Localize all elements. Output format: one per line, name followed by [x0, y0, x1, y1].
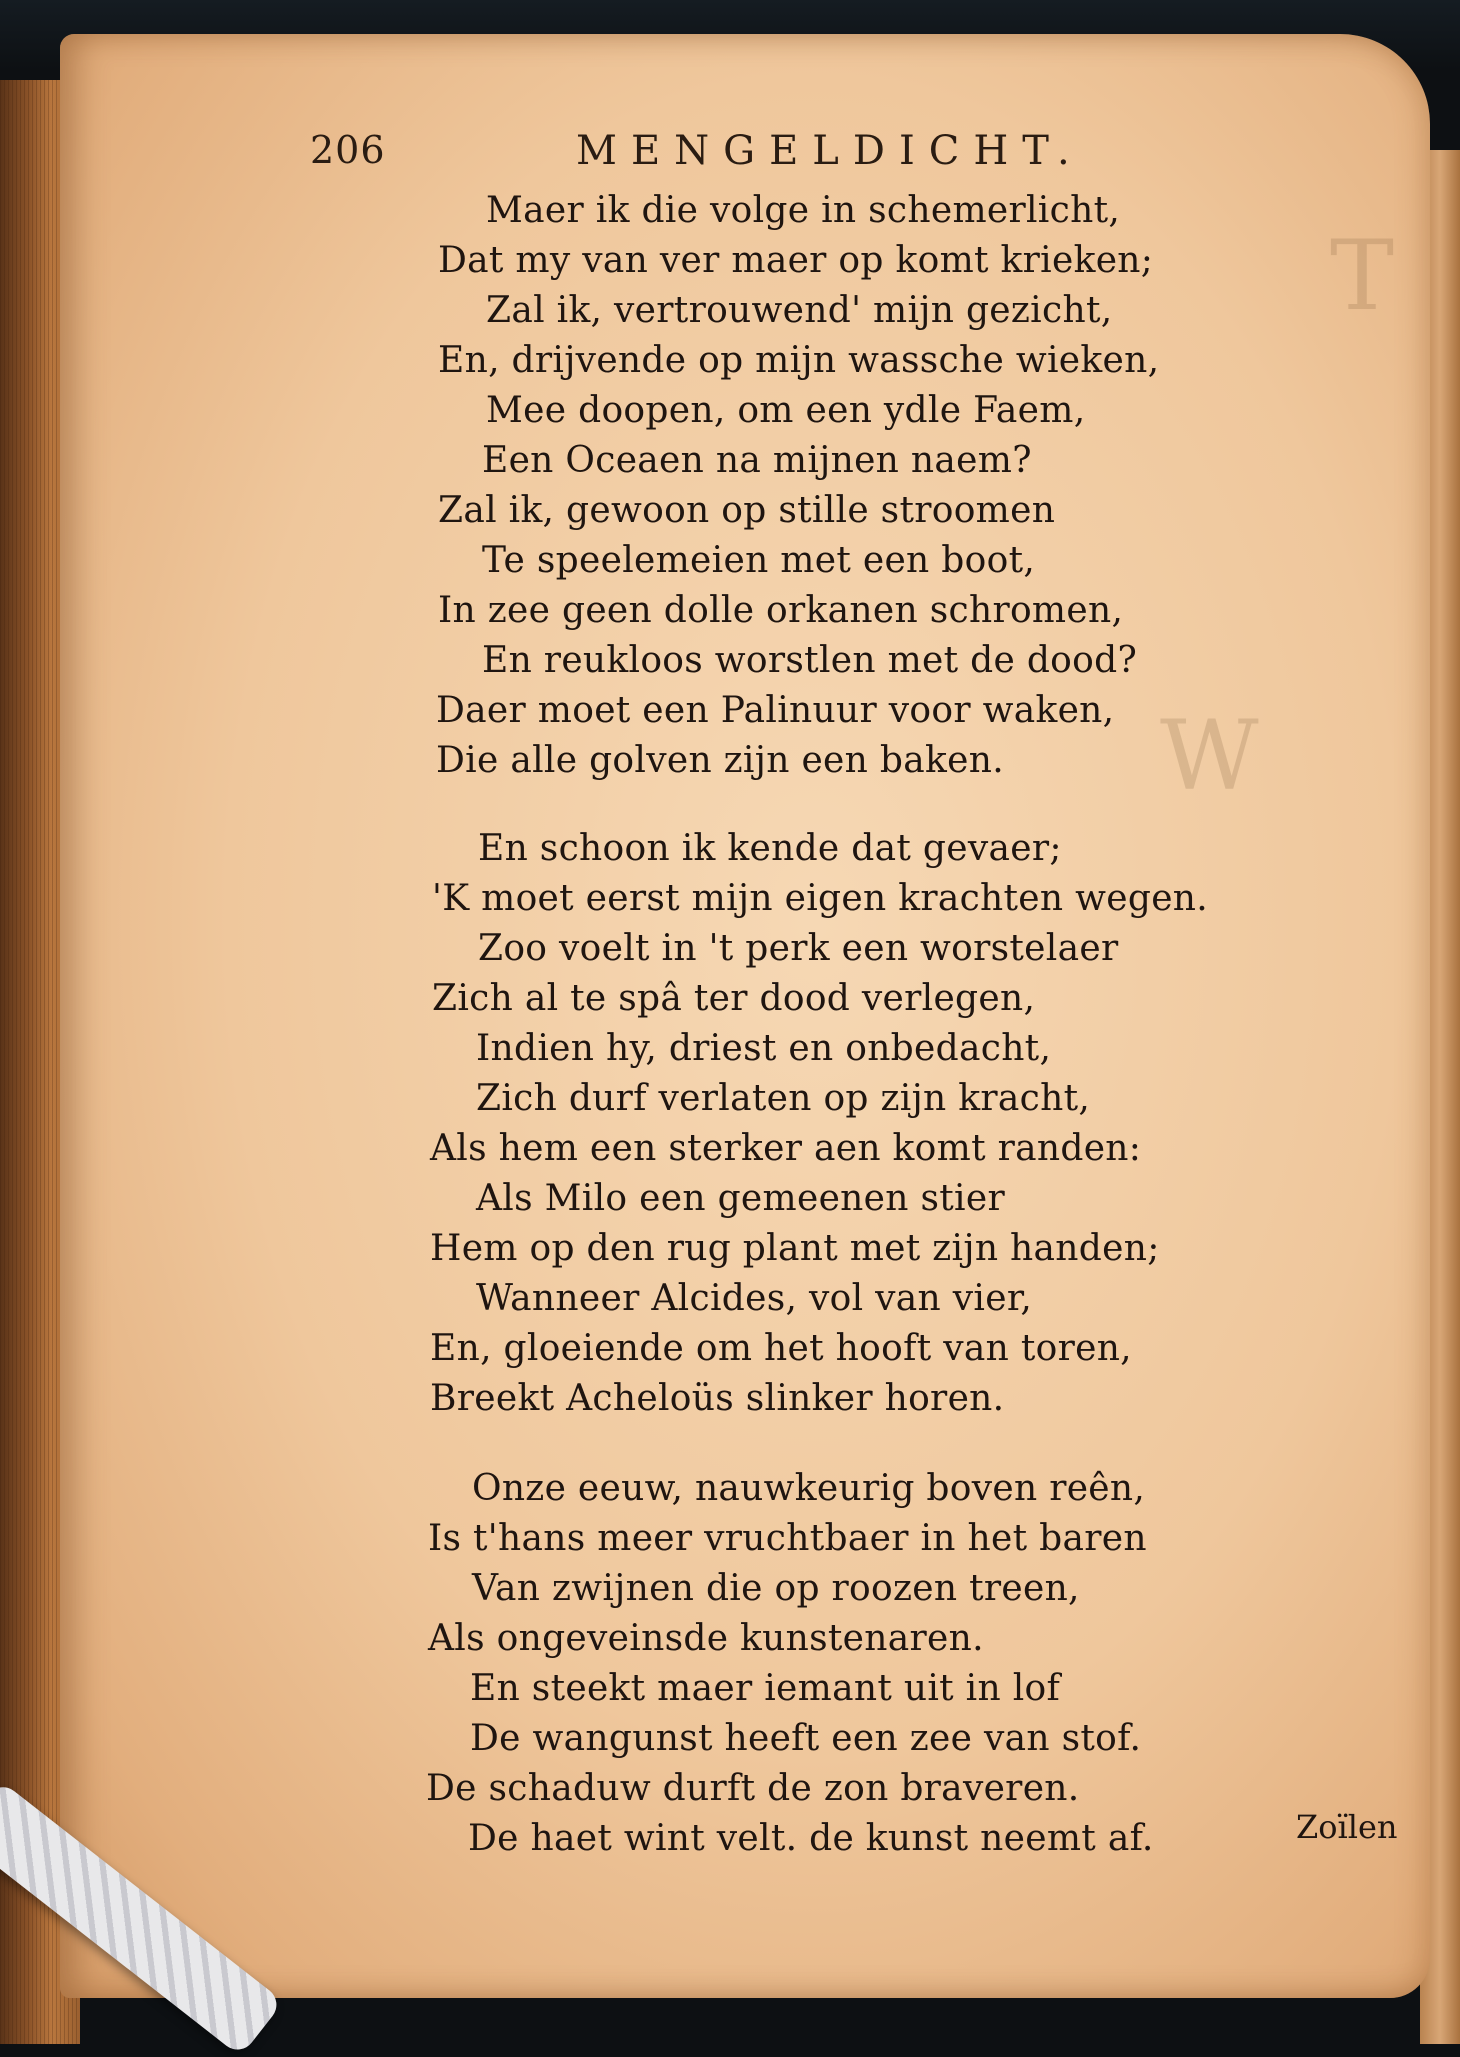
poem-line: Is t'hans meer vruchtbaer in het baren	[428, 1518, 1147, 1559]
poem-line: Daer moet een Palinuur voor waken,	[436, 690, 1115, 731]
poem-line: Mee doopen, om een ydle Faem,	[486, 390, 1086, 431]
poem-line: In zee geen dolle orkanen schromen,	[438, 590, 1124, 631]
poem-line: Als ongeveinsde kunstenaren.	[428, 1618, 984, 1659]
poem-line: De wangunst heeft een zee van stof.	[470, 1718, 1142, 1759]
poem-line: Hem op den rug plant met zijn handen;	[430, 1228, 1160, 1269]
poem-line: Breekt Acheloüs slinker horen.	[430, 1378, 1005, 1419]
running-title: MENGELDICHT.	[576, 128, 1084, 174]
poem-line: De haet wint velt. de kunst neemt af.	[468, 1818, 1154, 1859]
poem-line: Zich durf verlaten op zijn kracht,	[476, 1078, 1091, 1119]
poem-line: De schaduw durft de zon braveren.	[426, 1768, 1080, 1809]
catchword: Zoïlen	[1296, 1808, 1398, 1846]
poem-line: Wanneer Alcides, vol van vier,	[476, 1278, 1033, 1319]
poem-line: Zich al te spâ ter dood verlegen,	[432, 978, 1036, 1019]
poem-line: Dat my van ver maer op komt krieken;	[438, 240, 1154, 281]
poem-line: Zal ik, gewoon op stille stroomen	[438, 490, 1056, 531]
poem-line: Als hem een sterker aen komt randen:	[430, 1128, 1142, 1169]
poem-line: 'K moet eerst mijn eigen krachten wegen.	[432, 878, 1209, 919]
poem-line: En schoon ik kende dat gevaer;	[478, 828, 1062, 869]
poem-line: Maer ik die volge in schemerlicht,	[486, 190, 1121, 231]
poem-line: Te speelemeien met een boot,	[482, 540, 1036, 581]
poem-line: En reukloos worstlen met de dood?	[482, 640, 1138, 681]
poem-line: Van zwijnen die op roozen treen,	[472, 1568, 1080, 1609]
poem-line: Zoo voelt in 't perk een worstelaer	[478, 928, 1119, 969]
poem-line: En, gloeiende om het hooft van toren,	[430, 1328, 1132, 1369]
poem-line: Onze eeuw, nauwkeurig boven reên,	[472, 1468, 1146, 1509]
poem-line: Zal ik, vertrouwend' mijn gezicht,	[486, 290, 1113, 331]
page-number: 206	[310, 128, 386, 172]
poem-line: Als Milo een gemeenen stier	[476, 1178, 1005, 1219]
poem-line: Die alle golven zijn een baken.	[436, 740, 1004, 781]
poem-line: En, drijvende op mijn wassche wieken,	[438, 340, 1160, 381]
poem-line: Een Oceaen na mijnen naem?	[482, 440, 1032, 481]
poem-line: En steekt maer iemant uit in lof	[470, 1668, 1061, 1709]
poem-line: Indien hy, driest en onbedacht,	[476, 1028, 1052, 1069]
